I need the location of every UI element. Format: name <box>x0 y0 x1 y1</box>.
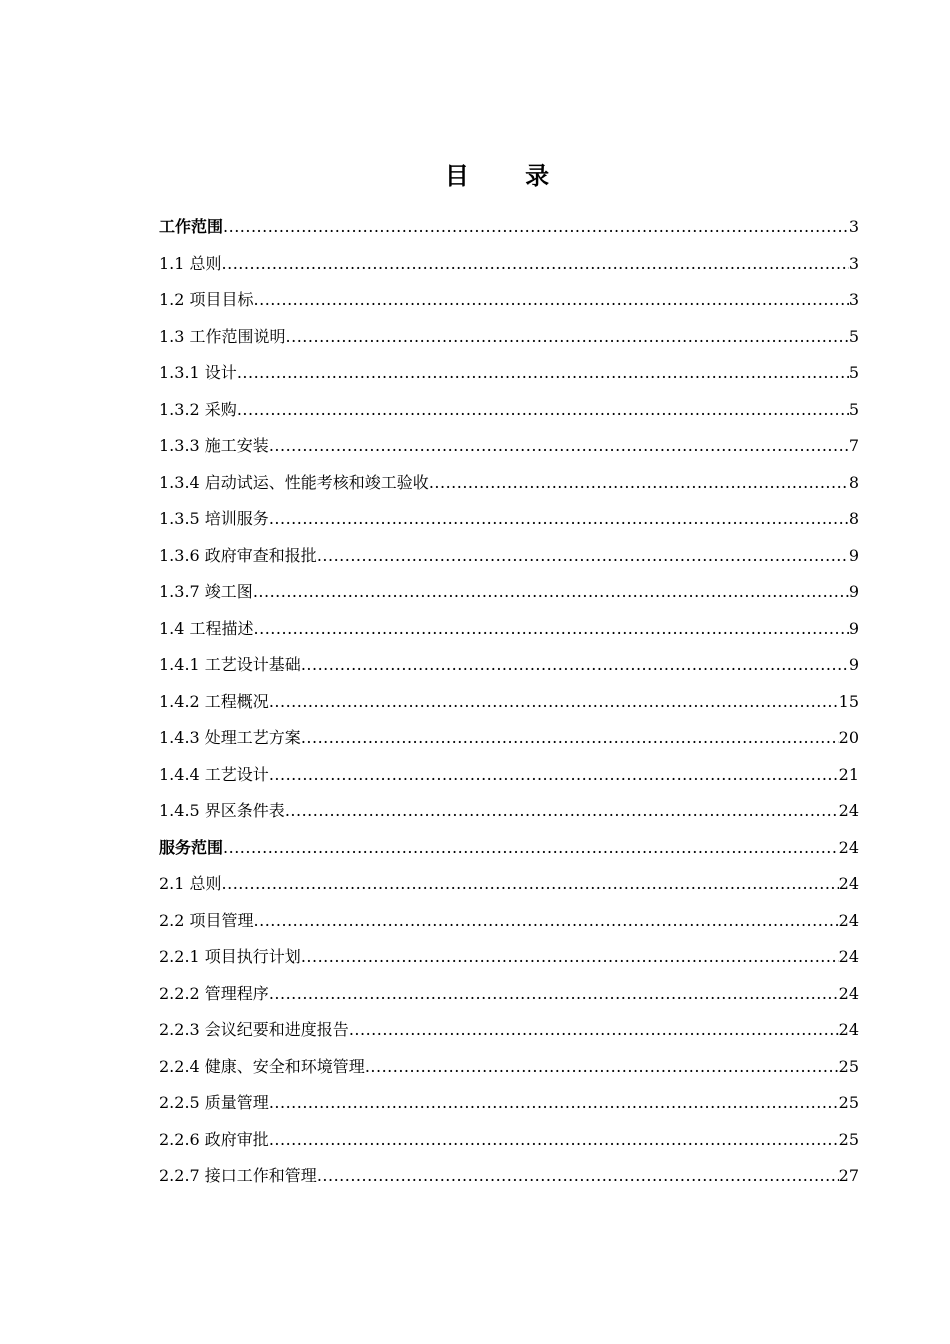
toc-page-number: 5 <box>848 326 859 346</box>
toc-entry[interactable] <box>159 428 859 465</box>
toc-page-number: 27 <box>838 1166 859 1185</box>
toc-entry-label: 2.2 项目管理 <box>159 910 254 930</box>
toc-dot-leader <box>269 684 839 721</box>
toc-page-number: 8 <box>848 472 859 492</box>
toc-dot-leader <box>269 428 849 465</box>
toc-entry-label: 1.3.4 启动试运、性能考核和竣工验收 <box>159 472 429 492</box>
toc-entry-label: 1.4.4 工艺设计 <box>159 764 269 784</box>
toc-entry[interactable] <box>159 866 859 903</box>
toc-entry[interactable] <box>159 903 859 940</box>
toc-entry-label: 1.3.1 设计 <box>159 363 237 382</box>
toc-entry[interactable] <box>159 1158 859 1195</box>
toc-dot-leader <box>349 1012 839 1049</box>
toc-page-number: 9 <box>848 618 859 638</box>
toc-entry[interactable] <box>159 611 859 648</box>
toc-entry-label: 1.4 工程描述 <box>159 618 254 638</box>
toc-dot-leader <box>222 246 849 283</box>
toc-entry-label: 工作范围 <box>159 217 224 236</box>
toc-page-number: 5 <box>848 399 859 419</box>
toc-entry-label: 2.2.6 政府审批 <box>159 1129 269 1149</box>
toc-dot-leader <box>301 647 849 684</box>
toc-entry-label: 1.4.5 界区条件表 <box>159 801 285 820</box>
toc-entry-label: 2.2.4 健康、安全和环境管理 <box>159 1056 365 1076</box>
toc-page-number: 5 <box>848 363 859 382</box>
toc-entry[interactable] <box>159 830 859 867</box>
toc-entry-label: 2.2.1 项目执行计划 <box>159 947 301 966</box>
toc-entry[interactable] <box>159 392 859 429</box>
toc-dot-leader <box>269 1122 839 1159</box>
toc-entry[interactable] <box>159 209 859 246</box>
table-of-contents <box>159 209 859 1195</box>
toc-entry[interactable] <box>159 355 859 392</box>
toc-dot-leader <box>269 1085 839 1122</box>
toc-entry-label: 1.1 总则 <box>159 253 222 273</box>
toc-entry-label: 1.3.6 政府审查和报批 <box>159 545 317 565</box>
toc-page-number: 24 <box>838 801 859 820</box>
toc-entry-label: 2.2.3 会议纪要和进度报告 <box>159 1020 349 1039</box>
toc-entry-label: 1.4.2 工程概况 <box>159 691 269 711</box>
toc-entry[interactable] <box>159 465 859 502</box>
toc-page-number: 24 <box>838 910 859 930</box>
toc-entry-label: 2.2.7 接口工作和管理 <box>159 1166 317 1185</box>
toc-entry[interactable] <box>159 939 859 976</box>
toc-dot-leader <box>269 501 849 538</box>
toc-page-number: 24 <box>838 983 859 1003</box>
toc-page-number: 24 <box>838 874 859 893</box>
toc-dot-leader <box>254 282 849 319</box>
toc-dot-leader <box>237 392 849 429</box>
toc-dot-leader <box>301 720 839 757</box>
toc-page-number: 3 <box>848 253 859 273</box>
toc-entry-label: 1.3.3 施工安装 <box>159 436 269 455</box>
toc-page-number: 7 <box>848 436 859 455</box>
toc-entry[interactable] <box>159 574 859 611</box>
toc-page-number: 8 <box>848 509 859 528</box>
toc-page-number: 24 <box>838 947 859 966</box>
toc-entry[interactable] <box>159 1049 859 1086</box>
toc-dot-leader <box>254 611 849 648</box>
toc-entry[interactable] <box>159 976 859 1013</box>
toc-dot-leader <box>269 976 839 1013</box>
toc-dot-leader <box>365 1049 839 1086</box>
toc-dot-leader <box>429 465 849 502</box>
toc-page-number: 25 <box>838 1093 859 1112</box>
toc-dot-leader <box>301 939 839 976</box>
toc-page-number: 9 <box>848 655 859 674</box>
toc-entry-label: 1.4.3 处理工艺方案 <box>159 728 301 747</box>
toc-entry-label: 1.3.5 培训服务 <box>159 509 269 528</box>
toc-entry-label: 2.1 总则 <box>159 874 222 893</box>
toc-page-number: 21 <box>838 764 859 784</box>
toc-dot-leader <box>223 209 849 246</box>
toc-entry-label: 2.2.2 管理程序 <box>159 983 269 1003</box>
toc-page-number: 25 <box>838 1129 859 1149</box>
toc-dot-leader <box>222 866 839 903</box>
toc-entry[interactable] <box>159 720 859 757</box>
toc-title: 目 录 <box>444 162 574 190</box>
toc-entry[interactable] <box>159 684 859 721</box>
toc-dot-leader <box>317 1158 839 1195</box>
toc-page-number: 9 <box>848 545 859 565</box>
toc-page-number: 20 <box>838 728 859 747</box>
toc-entry-label: 2.2.5 质量管理 <box>159 1093 269 1112</box>
toc-entry[interactable] <box>159 793 859 830</box>
toc-entry-label: 服务范围 <box>159 837 224 857</box>
toc-entry[interactable] <box>159 246 859 283</box>
toc-dot-leader <box>269 757 839 794</box>
toc-page-number: 15 <box>838 691 859 711</box>
toc-entry[interactable] <box>159 1085 859 1122</box>
toc-dot-leader <box>253 574 849 611</box>
toc-page-number: 3 <box>848 290 859 309</box>
toc-entry[interactable] <box>159 757 859 794</box>
toc-entry-label: 1.3.2 采购 <box>159 399 237 419</box>
toc-entry[interactable] <box>159 647 859 684</box>
toc-entry[interactable] <box>159 1012 859 1049</box>
toc-page-number: 3 <box>848 217 859 236</box>
toc-dot-leader <box>286 319 849 356</box>
toc-entry-label: 1.2 项目目标 <box>159 290 254 309</box>
toc-entry[interactable] <box>159 501 859 538</box>
toc-dot-leader <box>285 793 839 830</box>
toc-dot-leader <box>317 538 849 575</box>
toc-dot-leader <box>223 830 839 867</box>
toc-entry[interactable] <box>159 1122 859 1159</box>
toc-entry-label: 1.4.1 工艺设计基础 <box>159 655 301 674</box>
toc-dot-leader <box>254 903 839 940</box>
toc-entry-label: 1.3 工作范围说明 <box>159 326 286 346</box>
toc-dot-leader <box>237 355 849 392</box>
toc-entry[interactable] <box>159 538 859 575</box>
toc-page-number: 24 <box>838 1020 859 1039</box>
toc-entry[interactable] <box>159 319 859 356</box>
toc-page-number: 9 <box>848 582 859 601</box>
toc-entry-label: 1.3.7 竣工图 <box>159 582 253 601</box>
toc-page-number: 24 <box>838 837 859 857</box>
toc-page-number: 25 <box>838 1056 859 1076</box>
toc-entry[interactable] <box>159 282 859 319</box>
